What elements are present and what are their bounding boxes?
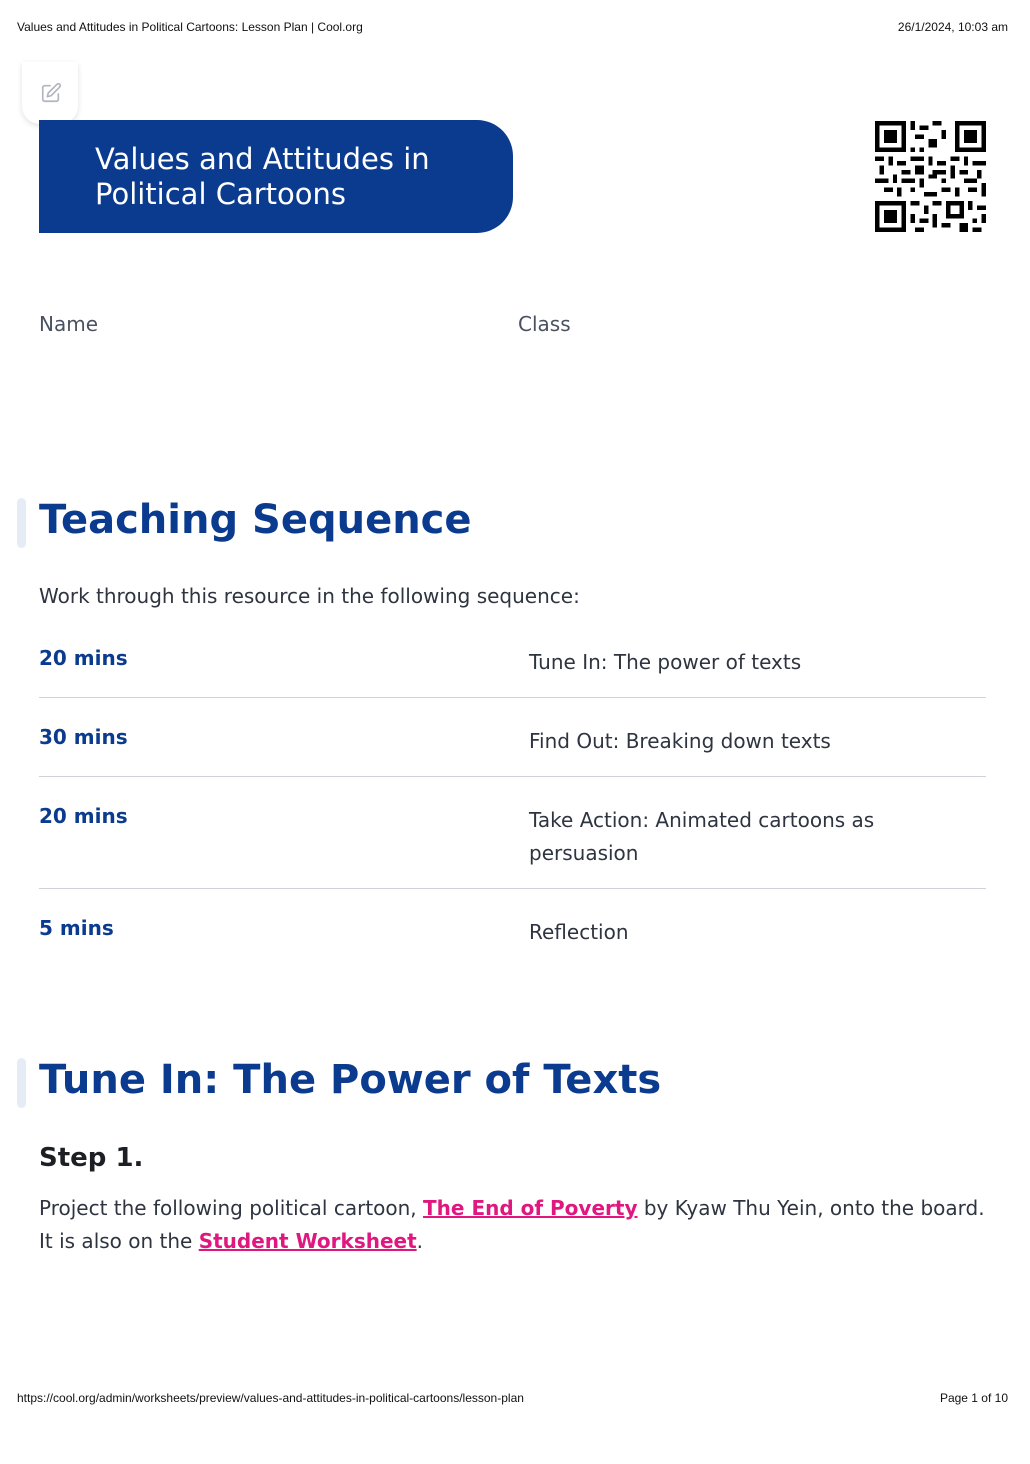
sequence-activity: Reflection xyxy=(529,920,629,944)
sequence-activity: Find Out: Breaking down texts xyxy=(529,729,831,753)
step-heading: Step 1. xyxy=(39,1143,144,1173)
sequence-row xyxy=(39,777,986,889)
teaching-sequence-heading: Teaching Sequence xyxy=(39,497,472,543)
title-banner xyxy=(39,120,513,233)
sequence-duration: 5 mins xyxy=(39,916,114,940)
sequence-duration: 20 mins xyxy=(39,804,128,828)
qr-code-icon xyxy=(875,121,986,232)
teaching-sequence-intro: Work through this resource in the following sequence: xyxy=(39,584,580,608)
tune-in-heading: Tune In: The Power of Texts xyxy=(39,1057,662,1103)
step-text: Project the following political cartoon, xyxy=(39,1196,424,1220)
sequence-duration: 20 mins xyxy=(39,646,128,670)
name-field-label: Name xyxy=(39,312,99,336)
edit-icon xyxy=(40,82,62,104)
page-title-line1: Values and Attitudes in xyxy=(95,142,430,176)
print-footer-page: Page 1 of 10 xyxy=(939,1391,1008,1405)
edit-button[interactable] xyxy=(22,62,78,124)
sequence-activity: Tune In: The power of texts xyxy=(529,650,802,674)
sequence-row xyxy=(39,638,986,698)
sequence-row xyxy=(39,698,986,777)
student-worksheet-link[interactable]: Student Worksheet xyxy=(198,1229,417,1253)
print-header-datetime: 26/1/2024, 10:03 am xyxy=(897,20,1008,34)
print-footer xyxy=(17,1391,1008,1405)
page-title xyxy=(95,142,493,212)
section-marker xyxy=(17,498,26,548)
sequence-duration: 30 mins xyxy=(39,725,128,749)
sequence-row xyxy=(39,889,986,969)
print-header-title: Values and Attitudes in Political Cartoons: Lesson Plan | Cool.org xyxy=(17,20,363,34)
print-header xyxy=(17,20,1008,34)
page-title-line2: Political Cartoons xyxy=(95,177,347,211)
end-of-poverty-link[interactable]: The End of Poverty xyxy=(423,1196,638,1220)
class-field-label: Class xyxy=(518,312,571,336)
sequence-activity: Take Action: Animated cartoons as persuasion xyxy=(529,808,875,865)
step-body xyxy=(39,1192,989,1258)
section-marker xyxy=(17,1058,26,1108)
print-footer-url: https://cool.org/admin/worksheets/preview/values-and-attitudes-in-political-cartoons/lesson-plan xyxy=(17,1391,524,1405)
step-text: . xyxy=(416,1229,424,1253)
step-text: by Kyaw Thu Yein, onto the board. It is also on the xyxy=(39,1196,985,1253)
sequence-table xyxy=(39,638,986,969)
